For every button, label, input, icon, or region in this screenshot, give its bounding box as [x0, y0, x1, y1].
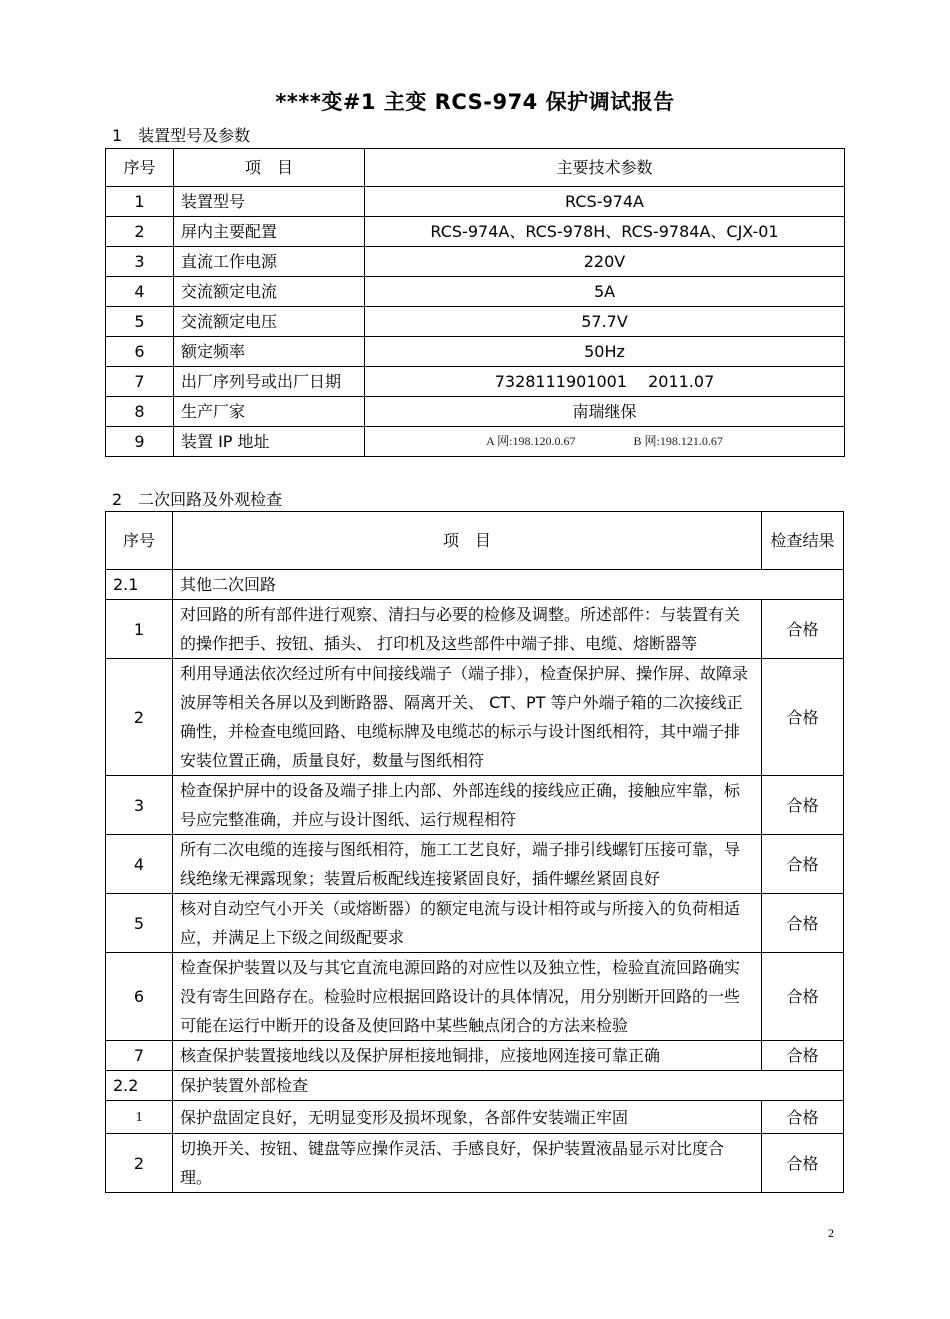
table-row: [106, 1041, 844, 1071]
ip-b-network: B 网:198.121.0.67: [633, 434, 723, 448]
table-row: [106, 1101, 844, 1134]
table-row: [106, 277, 845, 307]
row-item: 出厂序列号或出厂日期: [174, 367, 365, 397]
row-item: 核查保护装置接地线以及保护屏柜接地铜排，应接地网连接可靠正确: [173, 1041, 762, 1071]
group-row: [106, 570, 844, 600]
row-no: 3: [106, 247, 174, 277]
page-number: 2: [828, 1226, 834, 1240]
row-value: RCS-974A、RCS-978H、RCS-9784A、CJX-01: [365, 217, 845, 247]
row-value-ip: [365, 427, 845, 457]
row-item: 检查保护装置以及与其它直流电源回路的对应性以及独立性，检验直流回路确实没有寄生回路存在。检验时应根据回路设计的具体情况，用分别断开回路的一些可能在运行中断开的设备及使回路中某些触点闭合的方法来检验: [173, 953, 762, 1041]
row-result: 合格: [762, 1101, 844, 1134]
row-item: 交流额定电流: [174, 277, 365, 307]
row-value: 7328111901001 2011.07: [365, 367, 845, 397]
table-row: [106, 894, 844, 953]
row-result: 合格: [762, 600, 844, 659]
section1-heading: 1 装置型号及参数: [112, 126, 251, 145]
row-item: 利用导通法依次经过所有中间接线端子（端子排），检查保护屏、操作屏、故障录波屏等相关各屏以及到断路器、隔离开关、 CT、PT 等户外端子箱的二次接线正确性，并检查电缆回路、电缆标牌及电缆芯的标示与设计图纸相符，其中端子排安装位置正确，质量良好，数量与图纸相符: [173, 659, 762, 776]
table-row: [106, 953, 844, 1041]
row-result: 合格: [762, 953, 844, 1041]
group-title: 其他二次回路: [173, 570, 844, 600]
row-result: 合格: [762, 1041, 844, 1071]
row-no: 8: [106, 397, 174, 427]
row-result: 合格: [762, 894, 844, 953]
table-row: [106, 187, 845, 217]
row-item: 对回路的所有部件进行观察、清扫与必要的检修及调整。所述部件：与装置有关的操作把手、按钮、插头、 打印机及这些部件中端子排、电缆、熔断器等: [173, 600, 762, 659]
row-no: 5: [106, 894, 173, 953]
row-result: 合格: [762, 776, 844, 835]
table-header-row: [106, 512, 844, 570]
row-value: 5A: [365, 277, 845, 307]
row-no: 2: [106, 659, 173, 776]
header-no: 序号: [106, 512, 173, 570]
row-no: 1: [106, 600, 173, 659]
table-row: [106, 427, 845, 457]
table-row: [106, 217, 845, 247]
section2-heading: 2 二次回路及外观检查: [112, 490, 283, 509]
row-no: 1: [106, 187, 174, 217]
table-row: [106, 659, 844, 776]
row-no: 4: [106, 277, 174, 307]
row-item: 装置型号: [174, 187, 365, 217]
table-header-row: [106, 149, 845, 187]
table-row: [106, 247, 845, 277]
row-item: 生产厂家: [174, 397, 365, 427]
table-row: [106, 835, 844, 894]
row-item: 检查保护屏中的设备及端子排上内部、外部连线的接线应正确，接触应牢靠，标号应完整准确，并应与设计图纸、运行规程相符: [173, 776, 762, 835]
group-row: [106, 1071, 844, 1101]
row-no: 5: [106, 307, 174, 337]
header-result: 检查结果: [762, 512, 844, 570]
row-value: 220V: [365, 247, 845, 277]
row-result: 合格: [762, 835, 844, 894]
group-title: 保护装置外部检查: [173, 1071, 844, 1101]
row-no: 3: [106, 776, 173, 835]
row-no: 7: [106, 1041, 173, 1071]
header-item: 项 目: [173, 512, 762, 570]
table-row: [106, 776, 844, 835]
row-item: 装置 IP 地址: [174, 427, 365, 457]
page-title: ****变#1 主变 RCS-974 保护调试报告: [275, 90, 675, 114]
table-row: [106, 307, 845, 337]
table-row: [106, 600, 844, 659]
row-value: 57.7V: [365, 307, 845, 337]
header-param: 主要技术参数: [365, 149, 845, 187]
circuit-check-table: [105, 511, 844, 1193]
row-item: 保护盘固定良好，无明显变形及损坏现象，各部件安装端正牢固: [173, 1101, 762, 1134]
row-value: 50Hz: [365, 337, 845, 367]
row-no: 6: [106, 953, 173, 1041]
row-result: 合格: [762, 1134, 844, 1193]
row-no: 4: [106, 835, 173, 894]
device-params-table: [105, 148, 845, 457]
row-no: 9: [106, 427, 174, 457]
group-no: 2.2: [106, 1071, 173, 1101]
row-no: 7: [106, 367, 174, 397]
row-item: 核对自动空气小开关（或熔断器）的额定电流与设计相符或与所接入的负荷相适应，并满足上下级之间级配要求: [173, 894, 762, 953]
row-no: 1: [106, 1101, 173, 1134]
row-item: 额定频率: [174, 337, 365, 367]
ip-a-network: A 网:198.120.0.67: [486, 434, 576, 448]
row-value: RCS-974A: [365, 187, 845, 217]
row-no: 6: [106, 337, 174, 367]
row-result: 合格: [762, 659, 844, 776]
group-no: 2.1: [106, 570, 173, 600]
row-no: 2: [106, 217, 174, 247]
row-item: 所有二次电缆的连接与图纸相符，施工工艺良好，端子排引线螺钉压接可靠，导线绝缘无裸露现象；装置后板配线连接紧固良好，插件螺丝紧固良好: [173, 835, 762, 894]
row-value: 南瑞继保: [365, 397, 845, 427]
row-item: 直流工作电源: [174, 247, 365, 277]
row-item: 切换开关、按钮、键盘等应操作灵活、手感良好，保护装置液晶显示对比度合理。: [173, 1134, 762, 1193]
row-no: 2: [106, 1134, 173, 1193]
row-item: 交流额定电压: [174, 307, 365, 337]
table-row: [106, 337, 845, 367]
table-row: [106, 1134, 844, 1193]
table-row: [106, 367, 845, 397]
table-row: [106, 397, 845, 427]
row-item: 屏内主要配置: [174, 217, 365, 247]
header-no: 序号: [106, 149, 174, 187]
header-item: 项 目: [174, 149, 365, 187]
